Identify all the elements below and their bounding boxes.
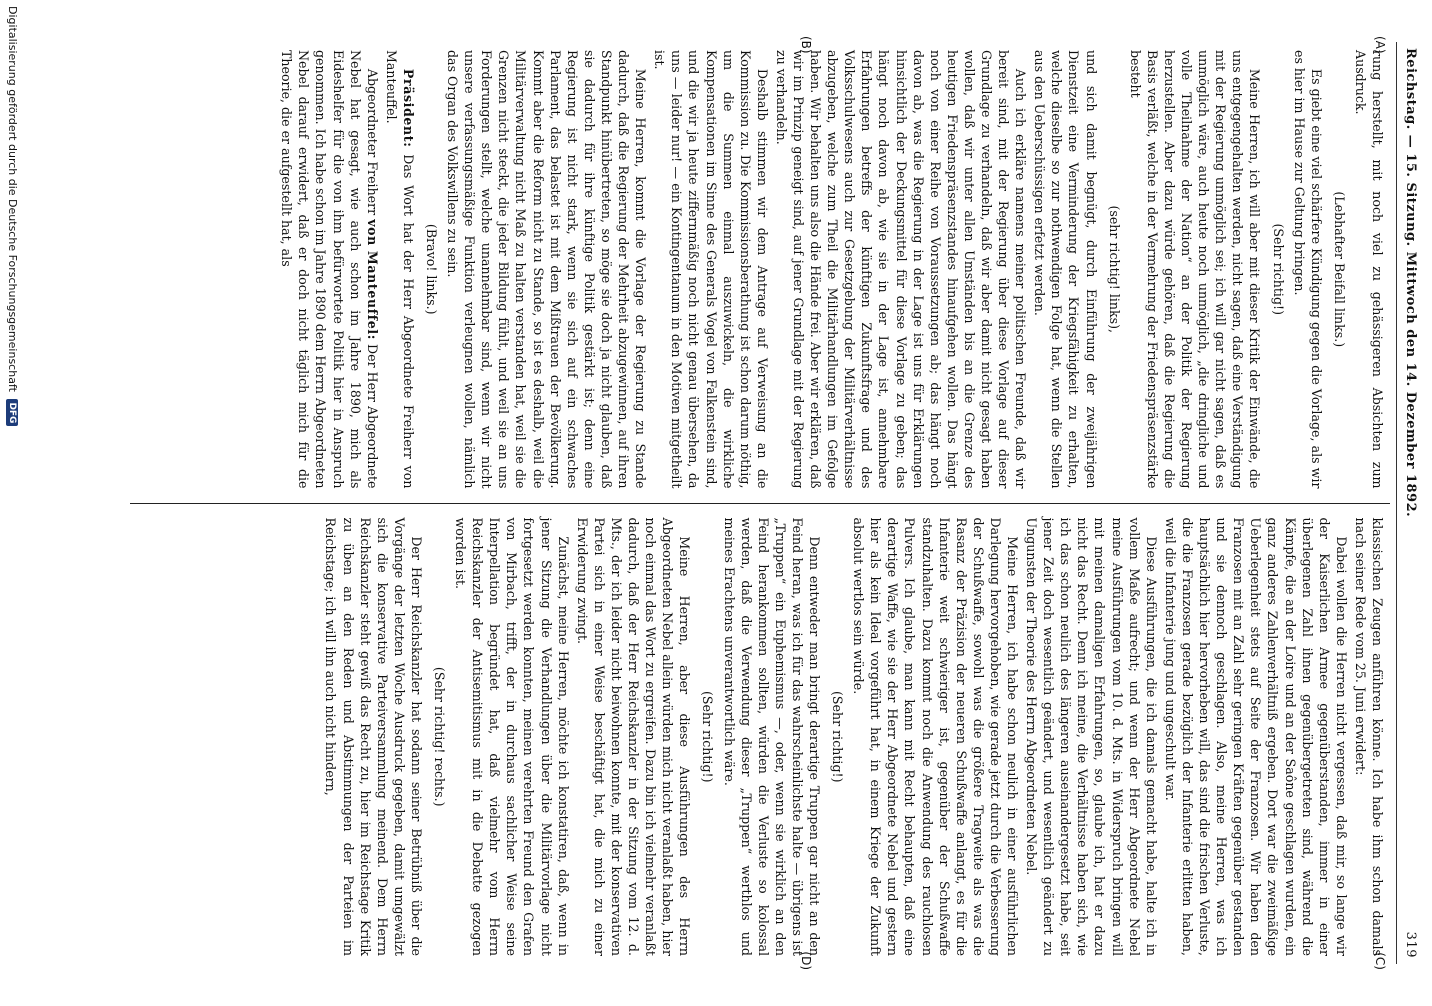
- stage-direction: (Sehr richtig!): [830, 691, 846, 783]
- running-title: Reichstag. — 15. Sitzung. Mittwoch den 14. Dezember 1892.: [1403, 48, 1418, 518]
- page-header: [1396, 42, 1418, 964]
- speaker-paragraph: [278, 50, 381, 489]
- body-paragraph: Meine Herren, ich habe schon neulich in einer ausführlichen Darlegung hervorgehoben, wie gerade jetzt durch die Verbesserung der Schußwaffe, sowohl was die größere Tragweite als was die Rasanz der Präzision der neueren Schußwaffe anlangt, es für die Infanterie weit schwieriger ist, gegenüber der Schußwaffe standzuhalten. Dazu kommt noch die Anwendung des rauchlosen Pulvers. Ich glaube, man kann mit Recht behaupten, daß eine derartige Waffe, wie sie der Herr Abgeordnete Nebel und gestern hier als kein Ideal vorgeführt hat, in einem Kriege der Zukunft absolut wertlos sein würde.: [851, 517, 1021, 956]
- speech-text: Der Herr Abgeordnete Nebel hat gesagt, wie auch schon im Jahre 1890, mich als Eideshelfer für die von ihm befürwortete Politik hier in Anspruch genommen. Ich habe schon im Jahre 1890 dem Herrn Abgeordneten Nebel darauf erwidert, daß er doch nicht täglich mich für die Theorie, die er aufgestellt hat, als: [279, 50, 380, 489]
- body-paragraph: Es giebt eine viel schärfere Kündigung gegen die Vorlage, als wir es hier im Hause zur Geltung bringen.: [1291, 50, 1324, 489]
- body-paragraph: Zunächst, meine Herren, möchte ich konstatiren, daß, wenn in jener Sitzung die Verhandlungen über die Militärvorlage nicht fortgesetzt werden konnten, meinen verehrten Freund den Grafen von Mirbach, trifft, der in durchaus sachlicher Weise seine Interpellation begründet hat, daß vielmehr vom Herrn Reichskanzler der Antisemitismus mit in die Debatte gezogen worden ist.: [453, 517, 571, 956]
- body-paragraph: Dabei wollen die Herren nicht vergessen, daß mir, so lange wir der Kaiserlichen Armee gegenüberstanden, immer in einer überlegenen Zahl ihnen gegenübergetreten sind, während die Kämpfe, die an der Loire und an der Saône geschlagen wurden, ein ganz anderes Zahlenverhältniß ergeben. Dort war die zweimäßige Ueberlegenheit stets auf Seite der Franzosen. Wir haben den Franzosen mit an Zahl sehr geringen Kräften gegenüber gestanden und sie dennoch geschlagen. Also, meine Herren, was ich hauptsächlich hier hervorheben will, das sind die frischen Verluste, die die Franzosen gerade bezüglich der Infanterie erlitten haben, weil die Infanterie jung und ungeschult war.: [1162, 517, 1349, 956]
- stage-direction: (sehr richtig! links),: [1106, 205, 1122, 334]
- margin-marker-c: (C): [1373, 952, 1387, 970]
- stage-direction: (Sehr richtig!): [700, 691, 716, 783]
- stage-direction: (Bravo! links.): [424, 223, 440, 315]
- speaker-paragraph: [383, 50, 417, 489]
- page-number: 319: [1403, 931, 1418, 958]
- text-columns: [130, 36, 1390, 970]
- dfg-logo: DFG: [6, 399, 18, 426]
- left-column: [130, 36, 1390, 503]
- margin-marker-d: (D): [799, 951, 813, 970]
- right-column: [130, 503, 1390, 971]
- body-paragraph: Auch ich erkläre namens meiner politischen Freunde, daß wir bereit sind, mit der Regierung über diese Vorlage auf dieser Grundlage zu verhandeln, daß wir aber damit nicht gesagt haben wollen, daß wir unter allen Umständen bis an die Grenze des heutigen Friedenspräsenzstandes hinaufgehen wollen. Das hängt noch von einer Reihe von Voraussetzungen ab; das hängt noch davon ab, was die Regierung in der Lage ist uns für Erklärungen hinsichtlich der Deckungsmittel für diese Vorlage zu geben; das hängt noch davon ab, wie sie in der Lage ist, annehmbare Erfahrungen betreffs der künftigen Zukunftsfrage und des Volksschulwesens auch zur Gesetzgebung der Militärverhältnisse abzugeben, welche zum Theil die Militärhandlungen im Gefolge haben. Wir behalten uns also die Hände frei. Aber wir erklären, daß wir im Prinzip geneigt sind, auf jener Grundlage mit der Regierung zu verhandeln.: [773, 50, 1029, 489]
- body-paragraph: Deshalb stimmen wir dem Antrage auf Verweisung an die Kommission zu. Die Kommissionsberathung ist schon darum nöthig, um die Summen einmal auszuwickeln, die wirkliche Kompensationen im Sinne des Generals Vogel von Falkenstein sind, und die wir ja heute ziffernmäßig noch nicht genau übersehen, da uns — leider nur! — ein Kontingentanum in den Motiven mitgetheilt ist.: [652, 50, 770, 489]
- body-paragraph: klassischen Zeugen anführen könne. Ich habe ihm schon damals nach seiner Rede vom 25. Juni erwidert:: [1352, 517, 1385, 956]
- body-paragraph: Meine Herren, kommt die Vorlage der Regierung zu Stande dadurch, daß die Regierung der Mehrheit abzugewinnen, auf ihren Standpunkt hinübertreten, so möge sie doch ja nicht glauben, daß sie dadurch für ihre künftige Politik gestärkt ist; denn eine Regierung ist nicht stark, wenn sie sich auf ein schwaches Parlament, das belastet ist mit dem Mißtrauen der Bevölkerung. Kommt aber die Reform nicht zu Stande, so ist es deshalb, weil die Militärverwaltung nicht Maß zu halten verstanden hat, weil sie die Grenzen nicht steckt, die jeder Bildung fühlt, und weil sie an uns Forderungen stellt, welche unannehmbar sind, wenn wir nicht unsere verfassungsmäßige Funktion verleugnen wollen, nämlich das Organ des Volkswillens zu sein.: [445, 50, 649, 489]
- speaker-name: Präsident:: [400, 68, 416, 148]
- stage-direction: (Sehr richtig!): [1270, 223, 1286, 315]
- stage-direction: (Lebhafter Beifall links.): [1331, 191, 1347, 348]
- body-paragraph: Der Herr Reichskanzler hat sodann seiner Betrübniß über die Vorgänge der letzten Woche Ausdruck gegeben, damit umgewälzt sich die konservative Parteiversammlung meinend. Dem Herrn Reichskanzler steht gewiß das Recht zu, hier im Reichstage Kritik zu üben an den Reden und Abstimmungen der Parteien im Reichstage; ich will ihn auch nicht hindern,: [323, 517, 424, 956]
- speaker-name: von Manteuffel:: [364, 219, 380, 340]
- body-paragraph: Meine Herren, ich will aber mit dieser Kritik der Einwände, die uns entgegengehalten werden, nicht sagen, daß eine Verständigung mit der Regierung unmöglich sei; ich will gar nicht sagen, daß es unmöglich wäre, auch heute noch unmöglich, „die dringliche und volle Theilnahme der Nation“ an der Politik der Regierung herzustellen. Aber dazu würde gehören, daß die Regierung die Basis verläßt, welche in der Vermehrung der Friedenspräsenzstärke besteht: [1127, 50, 1263, 489]
- body-paragraph: Denn entweder man bringt derartige Truppen gar nicht an den Feind heran, was ich für das wahrscheinlichste halte — übrigens ist „Truppen“ ein Euphemismus —, oder, wenn sie wirklich an den Feind herankommen sollten, würden die Verluste so kolossal werden, daß die Verwendung dieser „Truppen“ werthlos und meines Erachtens unverantwortlich wäre.: [721, 517, 822, 956]
- body-paragraph: Meine Herren, aber diese Ausführungen des Herrn Abgeordneten Nebel allein würden mich nicht veranlaßt haben, hier noch einmal das Wort zu ergreifen. Dazu bin ich vielmehr veranlaßt dadurch, daß der Herr Reichskanzler in der Sitzung vom 12. d. Mts., der ich leider nicht beiwohnen konnte, mit der konservativen Partei sich in einer Weise beschäftigt hat, die mich zu einer Erwiderung zwingt.: [574, 517, 693, 956]
- credit-text: Digitalisierung gefördert durch die Deutsche Forschungsgemeinschaft: [6, 6, 19, 392]
- digitization-credit: [6, 0, 19, 1006]
- margin-marker-b: (B): [799, 36, 813, 54]
- margin-marker-a: (A): [1373, 36, 1387, 54]
- stage-direction: (Sehr richtig! rechts.): [432, 666, 448, 807]
- speaker-prefix: Abgeordneter Freiherr: [364, 68, 380, 216]
- body-paragraph: und sich damit begnügt, durch Einführung der zweijährigen Dienstzeit eine Verminderung der Kriegsfähigkeit zu erhalten, welche dieselbe so zur nothwendigen Folge hat, wenn die Stellen aus den Ueberschüssigen erfetzt werden.: [1032, 50, 1099, 489]
- body-paragraph: Diese Ausführungen, die ich damals gemacht habe, halte ich in vollem Maße aufrecht; und wenn der Herr Abgeordnete Nebel meine Ausführungen vom 10. d. Mts. in Widerspruch bringen will mit meinen damaligen Erfahrungen, so, glaube ich, hat er dazu nicht das Recht. Denn ich meine, die Verhältnisse haben sich, wie ich das schon neulich des längeren auseinandergesetzt habe, seit jener Zeit doch wesentlich geändert, und wesentlich geändert zu Ungunsten der Theorie des Herrn Abgeordneten Nebel.: [1024, 517, 1159, 956]
- body-paragraph: rung herstellt, mit noch viel zu gehässigeren Absichten zum Ausdruck.: [1352, 50, 1385, 489]
- speech-text: Das Wort hat der Herr Abgeordnete Freiherr von Manteuffel.: [383, 50, 416, 489]
